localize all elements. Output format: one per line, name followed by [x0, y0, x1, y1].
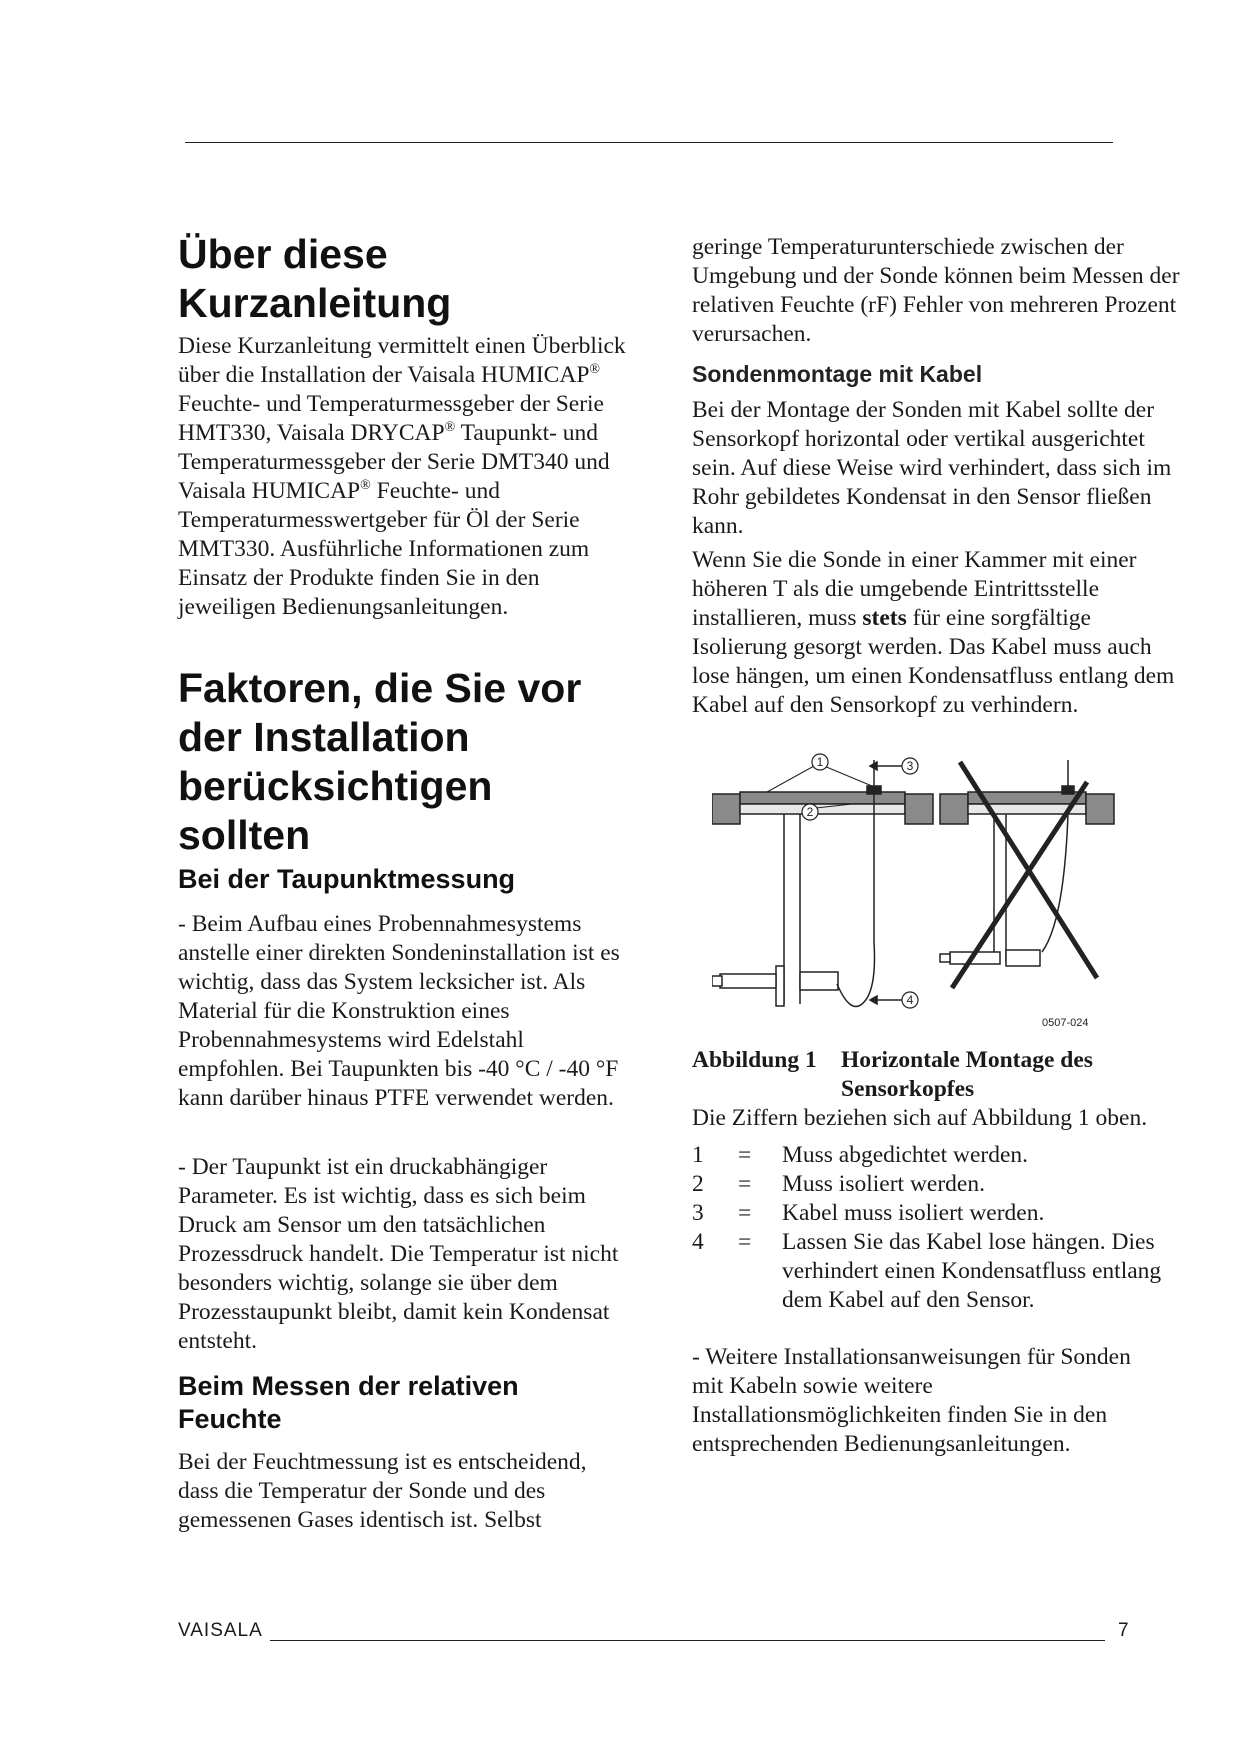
heading-relative-feuchte: Beim Messen der relativen Feuchte: [178, 1371, 519, 1434]
dewpoint-paragraph-2: - Der Taupunkt ist ein druckabhängiger Parameter. Es ist wichtig, dass es sich beim Druck am Sensor um den tatsächlichen Prozessdruck handelt. Die Temperatur ist nicht besonders wichtig, solange sie über dem Prozesstaupunkt bleibt, damit kein Kondensat entsteht.: [178, 1154, 619, 1354]
intro-paragraph: Diese Kurzanleitung vermittelt einen Überblick über die Installation der Vaisala HUMICAP® Feuchte- und Temperaturmessgeber der Serie HMT330, Vaisala DRYCAP® Taupunkt- und Temperaturmessgeber der Serie DMT340 und Vaisala HUMICAP® Feuchte- und Temperaturmesswertgeber für Öl der Serie MMT330. Ausführliche Informationen zum Einsatz der Produkte finden Sie in den jeweiligen Bedienungsanleitungen.: [178, 333, 626, 620]
footer-rule: [270, 1640, 1105, 1641]
leader-1a: [767, 766, 814, 792]
arrow-4: [870, 996, 877, 1004]
legend-equals: =: [738, 1229, 752, 1255]
right-seal: [1062, 786, 1074, 794]
sensor-mounting-figure: [712, 752, 1132, 1034]
legend-text: Muss isoliert werden.: [782, 1171, 985, 1197]
dewpoint-paragraph-1: - Beim Aufbau eines Probennahmesystems anstelle einer direkten Sondeninstallation ist es wichtig, dass das System lecksicher ist. Als Material für die Konstruktion eines Probennahmesystems wird Edelstahl empfohlen. Bei Taupunkten bis -40 °C / -40 °F kann darüber hinaus PTFE verwendet werden.: [178, 911, 620, 1111]
callout-3: 3: [906, 759, 914, 773]
legend-number: 1: [692, 1142, 704, 1168]
more-info-paragraph: - Weitere Installationsanweisungen für Sonden mit Kabeln sowie weitere Installationsmöglichkeiten finden Sie in den entsprechenden Bedienungsanleitungen.: [692, 1344, 1131, 1457]
cable-paragraph-1: Bei der Montage der Sonden mit Kabel sollte der Sensorkopf horizontal oder vertikal ausgerichtet sein. Auf diese Weise wird verhindert, dass sich im Rohr gebildetes Kondensat in den Sensor fließen kann.: [692, 397, 1172, 539]
figure-code: 0507-024: [1042, 1017, 1089, 1029]
right-sensor-tip: [940, 954, 950, 962]
probe-flange: [776, 966, 784, 1006]
heading-ueber-diese-kurzanleitung: Über diese Kurzanleitung: [178, 231, 452, 326]
legend-text: Kabel muss isoliert werden.: [782, 1200, 1045, 1226]
page-footer: [178, 1620, 1128, 1650]
legend-equals: =: [738, 1171, 752, 1197]
cable-left: [837, 782, 875, 1007]
leader-1b: [824, 766, 872, 786]
right-sensor-body: [1006, 950, 1040, 966]
footer-brand: VAISALA: [178, 1620, 263, 1641]
cable-paragraph-2: Wenn Sie die Sonde in einer Kammer mit einer höheren T als die umgebende Eintrittsstelle installieren, muss stets für eine sorgfältige Isolierung gesorgt werden. Das Kabel muss auch lose hängen, um einen Kondensatfluss entlang dem Kabel auf den Sensorkopf zu verhindern.: [692, 547, 1175, 718]
header-rule: [185, 142, 1113, 143]
sensor-tip-left: [712, 976, 722, 986]
arrow-3: [870, 762, 877, 770]
callout-4: 4: [906, 993, 914, 1007]
legend-number: 2: [692, 1171, 704, 1197]
heading-faktoren: Faktoren, die Sie vor der Installation berücksichtigen sollten: [178, 665, 582, 858]
legend-equals: =: [738, 1142, 752, 1168]
legend-text: Lassen Sie das Kabel lose hängen. Dies verhindert einen Kondensatfluss entlang dem Kabel auf den Sensor.: [782, 1229, 1162, 1313]
legend-number: 4: [692, 1229, 704, 1255]
sensor-head-left: [720, 974, 776, 988]
right-wall-block-right: [1086, 794, 1114, 824]
legend-text: Muss abgedichtet werden.: [782, 1142, 1029, 1168]
legend-number: 3: [692, 1200, 704, 1226]
caption-number: Abbildung 1: [692, 1047, 817, 1073]
right-wall-block: [940, 794, 968, 824]
rh-paragraph-continued: geringe Temperaturunterschiede zwischen der Umgebung und der Sonde können beim Messen der relativen Feuchte (rF) Fehler von mehreren Prozent verursachen.: [692, 234, 1180, 347]
page-number: 7: [1118, 1620, 1130, 1641]
legend-intro: Die Ziffern beziehen sich auf Abbildung 1 oben.: [692, 1105, 1148, 1131]
sensor-body-left: [800, 972, 838, 990]
heading-taupunktmessung: Bei der Taupunktmessung: [178, 864, 516, 894]
callout-2: 2: [806, 805, 814, 819]
left-insulation: [740, 804, 905, 814]
heading-sondenmontage: Sondenmontage mit Kabel: [692, 361, 983, 387]
rh-paragraph: Bei der Feuchtmessung ist es entscheidend, dass die Temperatur der Sonde und des gemessenen Gases identisch ist. Selbst: [178, 1449, 587, 1533]
caption-text: Horizontale Montage des Sensorkopfes: [841, 1047, 1093, 1102]
legend-equals: =: [738, 1200, 752, 1226]
left-wall-block: [712, 794, 740, 824]
left-wall-block-right: [905, 794, 933, 824]
callout-1: 1: [816, 755, 824, 769]
